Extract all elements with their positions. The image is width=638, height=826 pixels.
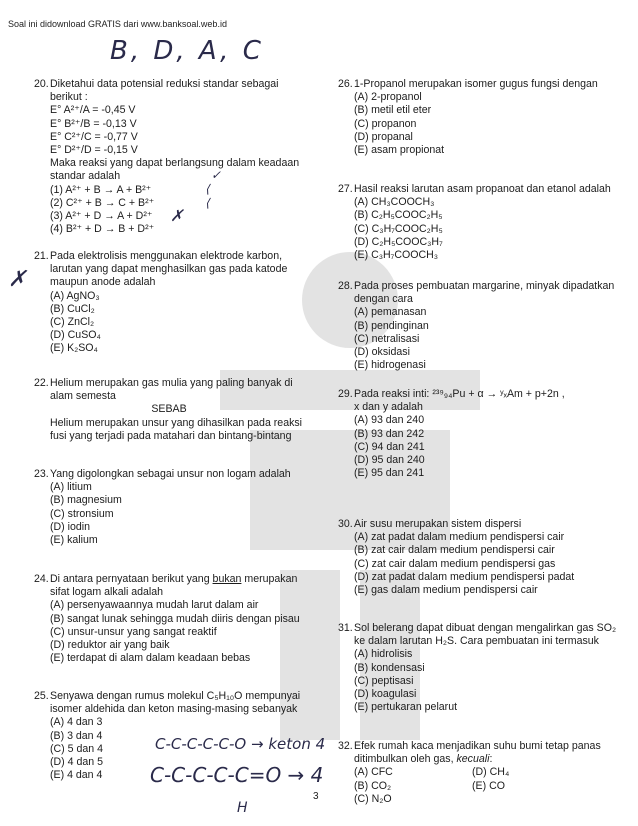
question-number: 26. bbox=[338, 78, 353, 90]
question-number: 23. bbox=[34, 468, 49, 480]
answer-option: (B) magnesium bbox=[50, 494, 122, 507]
handwritten-cross-icon: ✗ bbox=[170, 208, 184, 225]
answer-option: (B) C₂H₅COOC₂H₅ bbox=[354, 209, 443, 222]
question-number: 20. bbox=[34, 78, 49, 90]
answer-option: (A) persenyawaannya mudah larut dalam air bbox=[50, 599, 259, 612]
answer-option: (A) pemanasan bbox=[354, 306, 427, 319]
question-stem: Yang digolongkan sebagai unsur non logam adalah bbox=[50, 468, 291, 480]
answer-option: (E) asam propionat bbox=[354, 144, 445, 157]
answer-option: (B) 3 dan 4 bbox=[50, 729, 103, 742]
question-29 bbox=[338, 388, 623, 480]
answer-option: (D) 95 dan 240 bbox=[354, 454, 425, 467]
question-stem: Sol belerang dapat dibuat dengan mengalirkan gas SO₂ ke dalam larutan H₂S. Cara pembuatan ini termasuk bbox=[354, 622, 617, 648]
question-32 bbox=[338, 740, 623, 806]
question-number: 27. bbox=[338, 183, 353, 195]
answer-option: (E) pertukaran pelarut bbox=[354, 701, 458, 714]
question-26 bbox=[338, 78, 623, 157]
answer-option: (C) 5 dan 4 bbox=[50, 742, 103, 755]
answer-option: (B) sangat lunak sehingga mudah diiris dengan pisau bbox=[50, 612, 300, 625]
question-stem: Air susu merupakan sistem dispersi bbox=[354, 518, 522, 530]
answer-option: (E) kalium bbox=[50, 534, 98, 547]
question-number: 24. bbox=[34, 573, 49, 585]
question-23 bbox=[34, 468, 304, 547]
question-stem: Senyawa dengan rumus molekul C₅H₁₀O mempunyai isomer aldehida dan keton masing-masing sebanyak bbox=[50, 690, 301, 716]
answer-option: (A) AgNO₃ bbox=[50, 289, 100, 302]
handwritten-answers: B, D, A, C bbox=[110, 36, 264, 66]
answer-option: (2) C²⁺ + B → C + B²⁺ bbox=[50, 196, 155, 209]
page-number: 3 bbox=[313, 791, 319, 802]
question-text: Maka reaksi yang dapat berlangsung dalam keadaan standar adalah bbox=[50, 157, 300, 183]
answer-option: (D) oksidasi bbox=[354, 346, 410, 359]
answer-option: (C) stronsium bbox=[50, 507, 114, 520]
answer-option: (D) iodin bbox=[50, 520, 91, 533]
answer-option: (E) CO bbox=[472, 779, 505, 792]
sebab-label: SEBAB bbox=[151, 403, 187, 416]
question-28 bbox=[338, 280, 623, 372]
handwritten-note: H bbox=[237, 800, 248, 816]
question-stem: Pada reaksi inti: ²³⁹₉₄Pu + α → ʸₓAm + p+2n , bbox=[354, 388, 565, 400]
question-number: 25. bbox=[34, 690, 49, 702]
handwritten-mark-icon: ⟨ bbox=[205, 182, 210, 196]
answer-option: (B) metil etil eter bbox=[354, 104, 432, 117]
answer-option: (E) 95 dan 241 bbox=[354, 467, 425, 480]
question-number: 22. bbox=[34, 377, 49, 389]
answer-option: (D) zat padat dalam medium pendispersi padat bbox=[354, 570, 575, 583]
answer-option: (A) CFC bbox=[354, 766, 393, 779]
answer-option: (D) CH₄ bbox=[472, 766, 510, 779]
question-stem: Pada proses pembuatan margarine, minyak dipadatkan dengan cara bbox=[354, 280, 615, 306]
answer-option: (D) propanal bbox=[354, 130, 413, 143]
answer-option: (C) unsur-unsur yang sangat reaktif bbox=[50, 625, 217, 638]
answer-option: (C) 94 dan 241 bbox=[354, 440, 425, 453]
answer-option: (C) propanon bbox=[354, 117, 417, 130]
answer-option: (C) ZnCl₂ bbox=[50, 316, 95, 329]
question-number: 32. bbox=[338, 740, 353, 752]
answer-option: (A) hidrolisis bbox=[354, 648, 413, 661]
answer-option: (D) C₂H₅COOC₃H₇ bbox=[354, 235, 443, 248]
handwritten-mark-icon: ⟨ bbox=[205, 196, 210, 210]
question-30 bbox=[338, 518, 623, 597]
answer-option: (D) reduktor air yang baik bbox=[50, 639, 170, 652]
question-stem: 1-Propanol merupakan isomer gugus fungsi dengan bbox=[354, 78, 598, 90]
handwritten-check-icon: ✓ bbox=[211, 168, 222, 182]
handwritten-note: C-C-C-C-C=O → 4 bbox=[150, 763, 324, 787]
stem-part: Di antara pernyataan berikut yang bbox=[50, 573, 213, 585]
stem-italic: kecuali bbox=[456, 753, 490, 766]
potential-data: E° C²⁺/C = -0,77 V bbox=[50, 130, 138, 143]
answer-option: (B) CO₂ bbox=[354, 779, 392, 792]
answer-option: (C) netralisasi bbox=[354, 332, 420, 345]
question-number: 28. bbox=[338, 280, 353, 292]
stem-part: Efek rumah kaca menjadikan suhu bumi tetap panas ditimbulkan oleh gas, bbox=[354, 740, 601, 766]
question-24 bbox=[34, 573, 304, 665]
answer-option: (A) 93 dan 240 bbox=[354, 414, 425, 427]
answer-option: (1) A²⁺ + B → A + B²⁺ bbox=[50, 183, 152, 196]
question-stem bbox=[50, 573, 304, 599]
potential-data: E° B²⁺/B = -0,13 V bbox=[50, 117, 137, 130]
potential-data: E° D²⁺/D = -0,15 V bbox=[50, 144, 138, 157]
download-watermark: Soal ini didownload GRATIS dari www.banksoal.web.id bbox=[8, 19, 227, 29]
answer-option: (B) kondensasi bbox=[354, 661, 425, 674]
answer-option: (A) CH₃COOCH₃ bbox=[354, 196, 435, 209]
answer-option: (C) peptisasi bbox=[354, 674, 414, 687]
question-22 bbox=[34, 377, 304, 443]
question-number: 29. bbox=[338, 388, 353, 400]
question-27 bbox=[338, 183, 623, 262]
answer-option: (E) gas dalam medium pendispersi cair bbox=[354, 584, 538, 597]
question-stem: Helium merupakan gas mulia yang paling banyak di alam semesta bbox=[50, 377, 293, 403]
potential-data: E° A²⁺/A = -0,45 V bbox=[50, 104, 136, 117]
answer-option: (B) zat cair dalam medium pendispersi cair bbox=[354, 544, 555, 557]
answer-option: (3) A²⁺ + D → A + D²⁺ bbox=[50, 210, 153, 223]
answer-option: (A) 2-propanol bbox=[354, 91, 422, 104]
answer-option: (B) pendinginan bbox=[354, 319, 429, 332]
answer-option: (E) 4 dan 4 bbox=[50, 769, 103, 782]
answer-option: (E) terdapat di alam dalam keadaan bebas bbox=[50, 652, 251, 665]
question-stem: Hasil reaksi larutan asam propanoat dan etanol adalah bbox=[354, 183, 611, 195]
answer-option: (B) CuCl₂ bbox=[50, 302, 95, 315]
answer-option: (E) hidrogenasi bbox=[354, 359, 426, 372]
stem-part: merupakan sifat logam alkali adalah bbox=[50, 573, 298, 599]
stem-part: : bbox=[489, 753, 493, 766]
answer-option: (C) zat cair dalam medium pendispersi gas bbox=[354, 557, 556, 570]
answer-option: (4) B²⁺ + D → B + D²⁺ bbox=[50, 223, 155, 236]
answer-option: (C) C₃H₇COOC₂H₅ bbox=[354, 222, 443, 235]
answer-option: (C) N₂O bbox=[354, 792, 392, 805]
question-stem bbox=[354, 740, 623, 766]
answer-option: (B) 93 dan 242 bbox=[354, 427, 425, 440]
answer-option: (A) litium bbox=[50, 481, 92, 494]
question-subtext: x dan y adalah bbox=[354, 401, 423, 414]
answer-option: (A) 4 dan 3 bbox=[50, 716, 103, 729]
question-stem: Pada elektrolisis menggunakan elektrode karbon, larutan yang dapat menghasilkan gas pada katode maupun anode adalah bbox=[50, 250, 288, 289]
answer-option: (E) C₃H₇COOCH₃ bbox=[354, 249, 439, 262]
question-number: 31. bbox=[338, 622, 353, 634]
stem-underlined: bukan bbox=[212, 573, 242, 585]
question-31 bbox=[338, 622, 623, 714]
handwritten-note: C-C-C-C-C-O → keton 4 bbox=[155, 735, 326, 753]
answer-option: (D) 4 dan 5 bbox=[50, 756, 103, 769]
reason-text: Helium merupakan unsur yang dihasilkan pada reaksi fusi yang terjadi pada matahari dan bintang-bintang bbox=[50, 416, 303, 442]
question-number: 21. bbox=[34, 250, 49, 262]
question-20 bbox=[34, 78, 304, 236]
answer-option: (D) koagulasi bbox=[354, 688, 417, 701]
question-number: 30. bbox=[338, 518, 353, 530]
handwritten-cross-icon: ✗ bbox=[8, 266, 27, 291]
answer-option: (E) K₂SO₄ bbox=[50, 342, 98, 355]
question-21 bbox=[34, 250, 304, 356]
question-stem: Diketahui data potensial reduksi standar sebagai berikut : bbox=[50, 78, 279, 104]
answer-option: (D) CuSO₄ bbox=[50, 329, 101, 342]
answer-option: (A) zat padat dalam medium pendispersi cair bbox=[354, 531, 565, 544]
